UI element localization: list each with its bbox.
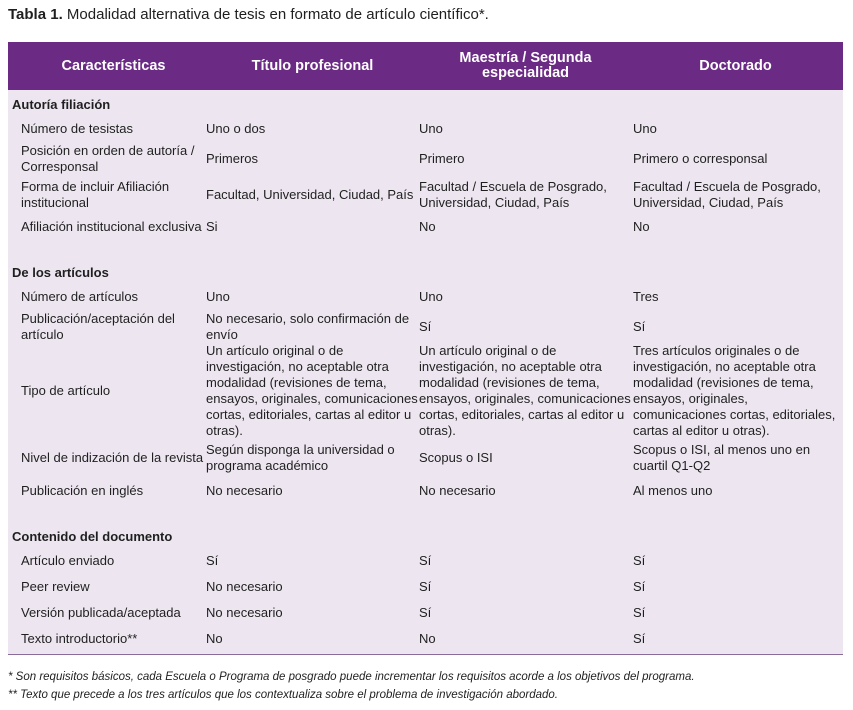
cell-text: Primeros bbox=[206, 151, 259, 166]
cell-titulo-profesional bbox=[206, 116, 419, 142]
table-caption-label: Tabla 1. bbox=[8, 6, 63, 23]
cell-text: Forma de incluir Afiliación institucional bbox=[21, 179, 170, 210]
cell-maestria bbox=[419, 344, 632, 438]
table-row bbox=[8, 548, 843, 574]
header-titulo-profesional: Título profesional bbox=[251, 57, 374, 74]
cell-maestria bbox=[419, 176, 632, 214]
cell-doctorado bbox=[633, 284, 838, 310]
cell-text: Facultad, Universidad, Ciudad, País bbox=[206, 187, 414, 202]
cell-caracteristica bbox=[21, 284, 206, 310]
cell-titulo-profesional bbox=[206, 176, 419, 214]
cell-doctorado bbox=[633, 214, 838, 240]
table-row bbox=[8, 600, 843, 626]
cell-maestria bbox=[419, 478, 632, 504]
section-title: Autoría filiación bbox=[12, 96, 111, 112]
cell-text: Uno o dos bbox=[206, 121, 266, 136]
cell-maestria bbox=[419, 116, 632, 142]
cell-caracteristica bbox=[21, 438, 206, 478]
cell-text: Un artículo original o de investigación, no aceptable otra modalidad (revisiones de tema, ensayos, originales, comunicaciones cortas, editoriales, cartas al editor u otras). bbox=[206, 343, 418, 438]
cell-text: Sí bbox=[419, 605, 432, 620]
cell-text: Publicación en inglés bbox=[21, 483, 144, 498]
cell-text: Versión publicada/aceptada bbox=[21, 605, 181, 620]
cell-maestria bbox=[419, 600, 632, 626]
cell-maestria bbox=[419, 310, 632, 344]
cell-text: Sí bbox=[633, 605, 646, 620]
cell-caracteristica bbox=[21, 478, 206, 504]
cell-titulo-profesional bbox=[206, 214, 419, 240]
cell-text: Tres bbox=[633, 289, 659, 304]
cell-caracteristica bbox=[21, 574, 206, 600]
cell-caracteristica bbox=[21, 214, 206, 240]
cell-text: Sí bbox=[633, 579, 646, 594]
cell-text: No necesario bbox=[206, 483, 283, 498]
header-doctorado: Doctorado bbox=[699, 57, 772, 74]
requirements-table bbox=[8, 42, 843, 655]
cell-text: Uno bbox=[206, 289, 230, 304]
cell-text: Scopus o ISI bbox=[419, 450, 493, 465]
table-row bbox=[8, 310, 843, 344]
cell-text: Peer review bbox=[21, 579, 90, 594]
cell-text: Primero o corresponsal bbox=[633, 151, 768, 166]
cell-text: Texto introductorio** bbox=[21, 631, 138, 646]
cell-text: Facultad / Escuela de Posgrado, Universidad, Ciudad, País bbox=[633, 179, 821, 210]
table-row bbox=[8, 116, 843, 142]
cell-titulo-profesional bbox=[206, 626, 419, 652]
cell-text: Scopus o ISI, al menos uno en cuartil Q1-Q2 bbox=[633, 442, 811, 473]
cell-text: No bbox=[206, 631, 223, 646]
cell-text: Sí bbox=[633, 319, 646, 334]
table-row bbox=[8, 626, 843, 652]
cell-doctorado bbox=[633, 478, 838, 504]
section-title: De los artículos bbox=[12, 264, 109, 280]
cell-text: Al menos uno bbox=[633, 483, 713, 498]
cell-text: Si bbox=[206, 219, 218, 234]
cell-text: No necesario bbox=[206, 605, 283, 620]
cell-titulo-profesional bbox=[206, 548, 419, 574]
cell-titulo-profesional bbox=[206, 438, 419, 478]
cell-text: Sí bbox=[633, 631, 646, 646]
cell-text: Afiliación institucional exclusiva bbox=[21, 219, 202, 234]
cell-text: No bbox=[419, 631, 436, 646]
cell-titulo-profesional bbox=[206, 478, 419, 504]
cell-titulo-profesional bbox=[206, 284, 419, 310]
cell-doctorado bbox=[633, 116, 838, 142]
cell-text: Posición en orden de autoría / Corresponsal bbox=[21, 143, 195, 174]
cell-doctorado bbox=[633, 438, 838, 478]
cell-text: Según disponga la universidad o programa académico bbox=[206, 442, 395, 473]
cell-text: Facultad / Escuela de Posgrado, Universidad, Ciudad, País bbox=[419, 179, 607, 210]
cell-caracteristica bbox=[21, 310, 206, 344]
cell-doctorado bbox=[633, 310, 838, 344]
cell-text: Uno bbox=[419, 289, 443, 304]
cell-text: Sí bbox=[633, 553, 646, 568]
cell-text: Artículo enviado bbox=[21, 553, 115, 568]
footnote-1: * Son requisitos básicos, cada Escuela o Programa de posgrado puede incrementar los requisitos acorde a los objetivos del programa. bbox=[8, 671, 695, 683]
cell-text: Primero bbox=[419, 151, 465, 166]
cell-caracteristica bbox=[21, 626, 206, 652]
cell-doctorado bbox=[633, 548, 838, 574]
cell-text: Uno bbox=[633, 121, 657, 136]
table-row bbox=[8, 574, 843, 600]
cell-text: Sí bbox=[419, 579, 432, 594]
cell-text: Un artículo original o de investigación, no aceptable otra modalidad (revisiones de tema, ensayos, originales, comunicaciones cortas, editoriales, cartas al editor u otras). bbox=[419, 343, 631, 438]
cell-titulo-profesional bbox=[206, 600, 419, 626]
cell-doctorado bbox=[633, 574, 838, 600]
cell-caracteristica bbox=[21, 344, 206, 438]
cell-maestria bbox=[419, 574, 632, 600]
table-header bbox=[8, 42, 843, 90]
cell-doctorado bbox=[633, 344, 838, 438]
cell-titulo-profesional bbox=[206, 344, 419, 438]
cell-text: No necesario, solo confirmación de envío bbox=[206, 311, 410, 342]
table-row bbox=[8, 142, 843, 176]
table-row bbox=[8, 176, 843, 214]
table-caption-text: Modalidad alternativa de tesis en formato de artículo científico*. bbox=[66, 6, 489, 23]
cell-text: Uno bbox=[419, 121, 443, 136]
table-row bbox=[8, 478, 843, 504]
footnote-2: ** Texto que precede a los tres artículos que los contextualiza sobre el problema de investigación abordado. bbox=[8, 689, 558, 701]
cell-titulo-profesional bbox=[206, 310, 419, 344]
cell-caracteristica bbox=[21, 142, 206, 176]
cell-text: Número de tesistas bbox=[21, 121, 133, 136]
cell-caracteristica bbox=[21, 116, 206, 142]
cell-maestria bbox=[419, 142, 632, 176]
cell-text: Sí bbox=[419, 319, 432, 334]
cell-doctorado bbox=[633, 176, 838, 214]
table-caption bbox=[8, 5, 489, 25]
cell-text: Sí bbox=[419, 553, 432, 568]
cell-maestria bbox=[419, 214, 632, 240]
cell-doctorado bbox=[633, 600, 838, 626]
cell-doctorado bbox=[633, 142, 838, 176]
cell-text: No necesario bbox=[206, 579, 283, 594]
cell-maestria bbox=[419, 438, 632, 478]
cell-titulo-profesional bbox=[206, 574, 419, 600]
cell-text: No necesario bbox=[419, 483, 496, 498]
cell-text: Sí bbox=[206, 553, 219, 568]
table-row bbox=[8, 284, 843, 310]
section-title: Contenido del documento bbox=[12, 528, 173, 544]
table-row bbox=[8, 214, 843, 240]
cell-maestria bbox=[419, 548, 632, 574]
cell-text: Tres artículos originales o de investigación, no aceptable otra modalidad (revisiones de tema, ensayos, originales, comunicaciones cortas, editoriales, cartas al editor u otras). bbox=[633, 343, 836, 438]
cell-titulo-profesional bbox=[206, 142, 419, 176]
cell-text: Publicación/aceptación del artículo bbox=[21, 311, 175, 342]
cell-text: Tipo de artículo bbox=[21, 383, 111, 398]
cell-maestria bbox=[419, 284, 632, 310]
table-bottom-rule bbox=[8, 654, 843, 655]
cell-text: Nivel de indización de la revista bbox=[21, 450, 204, 465]
cell-text: Número de artículos bbox=[21, 289, 139, 304]
cell-text: No bbox=[419, 219, 436, 234]
cell-caracteristica bbox=[21, 600, 206, 626]
cell-maestria bbox=[419, 626, 632, 652]
table-row bbox=[8, 438, 843, 478]
header-caracteristicas: Características bbox=[61, 57, 166, 74]
cell-text: No bbox=[633, 219, 650, 234]
cell-caracteristica bbox=[21, 176, 206, 214]
cell-caracteristica bbox=[21, 548, 206, 574]
header-maestria: Maestría / Segunda especialidad bbox=[459, 50, 592, 81]
table-row bbox=[8, 344, 843, 438]
cell-doctorado bbox=[633, 626, 838, 652]
